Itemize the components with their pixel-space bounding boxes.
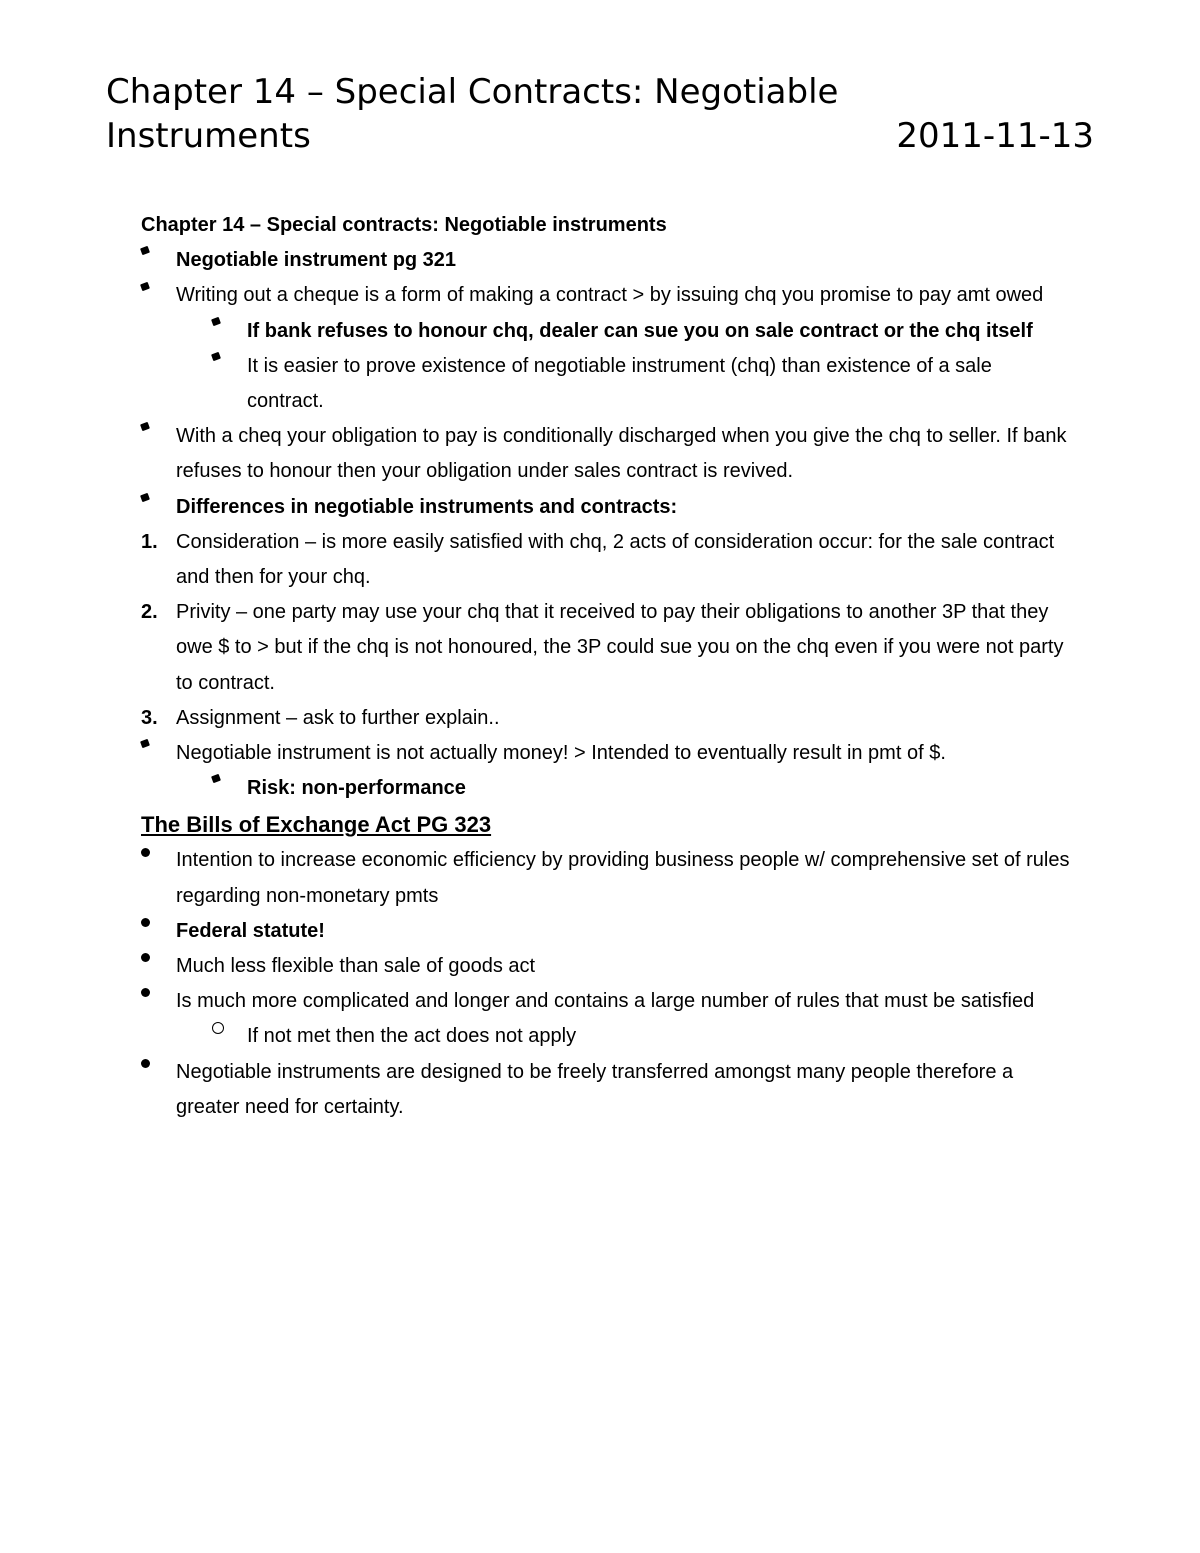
item-number: 2.	[141, 601, 158, 624]
list-item: If not met then the act does not apply	[141, 1019, 1071, 1054]
round-bullet-icon	[141, 914, 150, 949]
title-line-2: Instruments	[106, 116, 311, 156]
square-bullet-icon	[212, 314, 220, 349]
square-bullet-icon	[141, 419, 149, 454]
list-item: Writing out a cheque is a form of making a contract > by issuing chq you promise to pay amt owed	[141, 278, 1071, 313]
list-item: If bank refuses to honour chq, dealer can sue you on sale contract or the chq itself	[141, 314, 1071, 349]
square-bullet-icon	[141, 490, 149, 525]
list-item: With a cheq your obligation to pay is conditionally discharged when you give the chq to seller. If bank refuses to honour then your obligation under sales contract is revived.	[141, 419, 1071, 489]
document-body	[141, 208, 1071, 1125]
list-item: Intention to increase economic efficiency by providing business people w/ comprehensive set of rules regarding non-monetary pmts	[141, 843, 1071, 913]
list-item: Differences in negotiable instruments and contracts:	[141, 490, 1071, 525]
page-title	[106, 70, 1096, 158]
section-heading: The Bills of Exchange Act PG 323	[141, 812, 492, 838]
title-line-1: Chapter 14 – Special Contracts: Negotiable	[106, 72, 839, 112]
square-bullet-icon	[141, 243, 149, 278]
list-item: It is easier to prove existence of negotiable instrument (chq) than existence of a sale contract.	[141, 349, 1071, 419]
list-item: Negotiable instruments are designed to be freely transferred amongst many people therefore a greater need for certainty.	[141, 1055, 1071, 1125]
hollow-circle-bullet-icon	[212, 1019, 224, 1054]
list-item: Is much more complicated and longer and contains a large number of rules that must be satisfied	[141, 984, 1071, 1019]
item-number: 1.	[141, 530, 158, 553]
round-bullet-icon	[141, 949, 150, 984]
square-bullet-icon	[212, 771, 220, 806]
square-bullet-icon	[141, 736, 149, 771]
numbered-item: 3. Assignment – ask to further explain..	[141, 701, 1071, 736]
round-bullet-icon	[141, 1055, 150, 1090]
document-date: 2011-11-13	[896, 116, 1094, 156]
numbered-item: 2. Privity – one party may use your chq that it received to pay their obligations to another 3P that they owe $ to > but if the chq is not honoured, the 3P could sue you on the chq even if you were not party to contract.	[141, 595, 1071, 701]
notes-heading: Chapter 14 – Special contracts: Negotiable instruments	[141, 214, 667, 236]
list-item: Federal statute!	[141, 914, 1071, 949]
square-bullet-icon	[141, 278, 149, 313]
list-item: Negotiable instrument is not actually money! > Intended to eventually result in pmt of $.	[141, 736, 1071, 771]
numbered-item: 1. Consideration – is more easily satisfied with chq, 2 acts of consideration occur: for the sale contract and then for your chq.	[141, 525, 1071, 595]
round-bullet-icon	[141, 843, 150, 878]
list-item: Negotiable instrument pg 321	[141, 243, 1071, 278]
list-item: Risk: non-performance	[141, 771, 1071, 806]
list-item: Much less flexible than sale of goods act	[141, 949, 1071, 984]
item-number: 3.	[141, 706, 158, 729]
round-bullet-icon	[141, 984, 150, 1019]
square-bullet-icon	[212, 349, 220, 384]
